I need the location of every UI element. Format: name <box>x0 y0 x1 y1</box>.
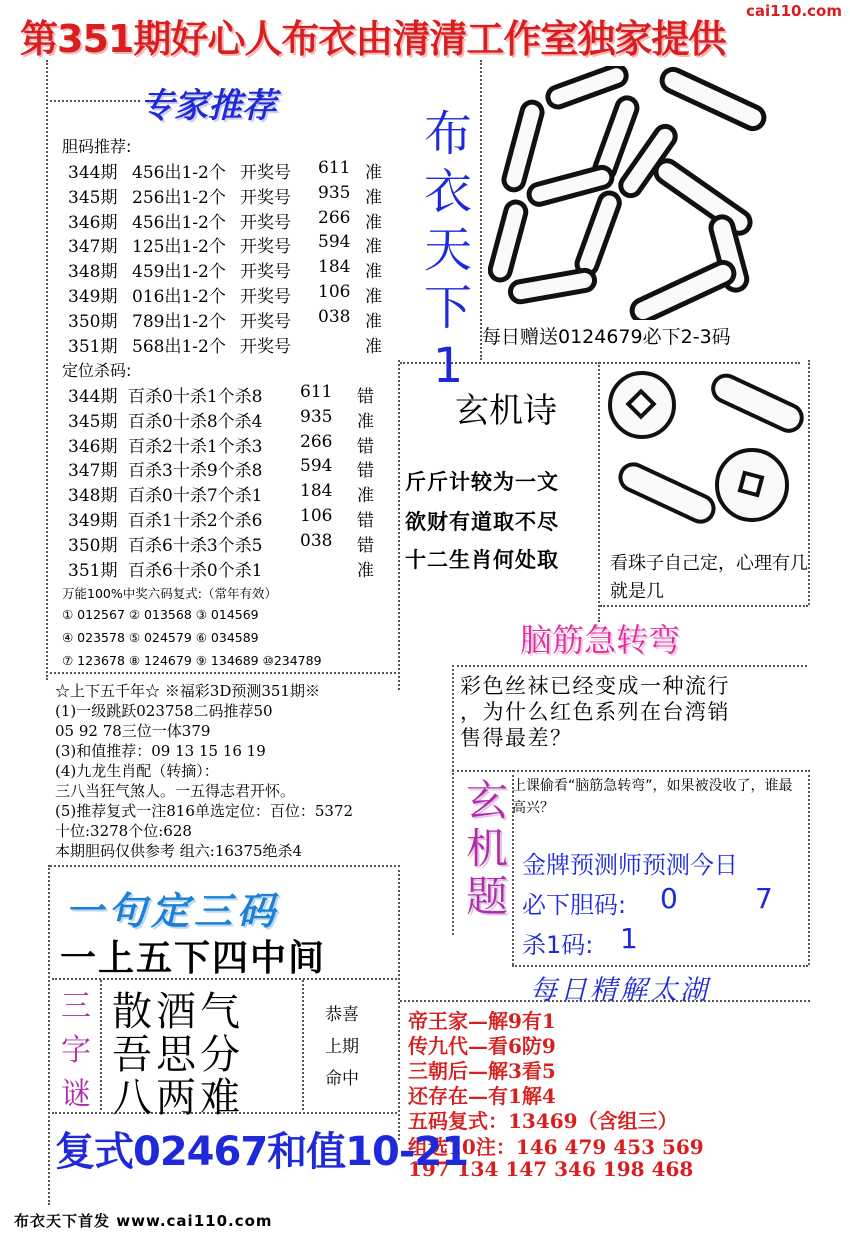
classroom-riddle: 上课偷看“脑筋急转弯”，如果被没收了，谁最高兴？ <box>512 778 793 816</box>
dan-row <box>0 257 400 281</box>
dan-cell-draw: 594 <box>318 232 351 253</box>
divider <box>808 770 810 965</box>
dan-cell-pick: 459出1-2个 <box>132 262 226 283</box>
taihu-line: 五码复式：13469（含组三） <box>408 1109 678 1133</box>
kill-row <box>0 456 400 480</box>
daily-gift: 每日赠送0124679必下2-3码 <box>482 326 731 348</box>
riddle-line: 散酒气 <box>112 989 244 1035</box>
kill-cell-period: 347期 <box>68 461 118 482</box>
three-char-riddle-label <box>56 985 96 1117</box>
dan-row <box>0 332 400 356</box>
kill-cell-pick: 百杀2十杀1个杀3 <box>128 436 263 457</box>
dan-row <box>0 183 400 207</box>
dan-cell-pick: 568出1-2个 <box>132 336 226 357</box>
kill-cell-pick: 百杀0十杀1个杀8 <box>128 387 263 407</box>
dan-cell-period: 347期 <box>68 237 118 258</box>
buyi-char: 天 <box>423 222 472 278</box>
divider <box>50 865 400 867</box>
divider <box>512 965 808 967</box>
page-title: 第351期好心人布衣由清清工作室独家提供 <box>20 17 726 61</box>
kill-row <box>0 506 400 530</box>
dan-cell-draw: 266 <box>318 207 351 228</box>
riddle-question-line: 彩色丝袜已经变成一种流行 <box>460 674 730 698</box>
dan-cell-draw-label: 开奖号 <box>240 187 291 208</box>
kill-cell-period: 346期 <box>68 436 118 457</box>
dan-cell-draw-label: 开奖号 <box>240 336 291 357</box>
taihu-line: 组选10注：146 479 453 569 <box>408 1135 704 1159</box>
three-char-char: 谜 <box>61 1077 91 1112</box>
kill-cell-draw: 611 <box>300 382 333 402</box>
history-line: (5)推荐复式一注816单选定位：百位：5372 <box>55 802 354 820</box>
dan-code-a: 0 <box>660 882 678 915</box>
kill-cell-draw: 935 <box>300 406 333 427</box>
universal-label: 万能100%中奖六码复式:（常年有效） <box>62 586 277 601</box>
dan-code-b: 7 <box>755 882 773 915</box>
riddle-line: 吾思分 <box>112 1032 244 1078</box>
dan-cell-pick: 456出1-2个 <box>132 163 226 183</box>
kill-cell-period: 344期 <box>68 387 118 407</box>
dan-cell-draw: 935 <box>318 182 351 203</box>
dan-row <box>0 307 400 331</box>
kill-cell-draw: 038 <box>300 530 333 551</box>
divider <box>50 672 400 674</box>
dan-cell-period: 349期 <box>68 287 118 307</box>
kill-cell-draw: 106 <box>300 506 333 526</box>
dan-cell-period: 344期 <box>68 163 118 183</box>
dan-cell-draw: 106 <box>318 282 351 302</box>
dan-cell-result: 准 <box>365 187 382 208</box>
dan-cell-draw: 038 <box>318 306 351 327</box>
kill-cell-pick: 百杀0十杀8个杀4 <box>128 411 263 432</box>
dan-cell-pick: 456出1-2个 <box>132 212 226 233</box>
kill-row <box>0 432 400 456</box>
taihu-line: 还存在—有1解4 <box>408 1084 556 1108</box>
dan-row <box>0 282 400 306</box>
taihu-line: 三朝后—解3看5 <box>408 1059 556 1083</box>
buyi-char: 1 <box>432 338 464 394</box>
kill-code-value: 1 <box>620 922 638 955</box>
dan-cell-draw-label: 开奖号 <box>240 212 291 233</box>
dan-cell-result: 准 <box>365 163 382 183</box>
sentence-title: 一句定三码 <box>65 889 281 933</box>
kill-cell-result: 错 <box>357 461 374 482</box>
dan-cell-result: 准 <box>365 336 382 357</box>
kill-cell-period: 351期 <box>68 560 118 581</box>
kill-cell-pick: 百杀6十杀0个杀1 <box>128 560 263 581</box>
footer: 布衣天下首发 www.cai110.com <box>14 1212 273 1230</box>
history-line: (4)九龙生肖配（转摘）： <box>55 762 219 780</box>
grain-digits-picture <box>488 66 804 320</box>
dan-cell-period: 351期 <box>68 336 118 357</box>
universal-row: ④ 023578 ⑤ 024579 ⑥ 034589 <box>62 630 259 645</box>
taihu-title: 每日精解太湖 <box>530 975 710 1006</box>
poem-line: 斤斤计较为一文 <box>405 470 559 494</box>
dan-cell-draw-label: 开奖号 <box>240 163 291 183</box>
divider <box>452 665 807 667</box>
dan-cell-draw-label: 开奖号 <box>240 262 291 283</box>
buyi-vertical-title <box>418 105 478 395</box>
dan-row <box>0 158 400 182</box>
three-char-char: 三 <box>61 989 91 1024</box>
kill-cell-period: 345期 <box>68 411 118 432</box>
kill-cell-draw: 594 <box>300 456 333 477</box>
dan-cell-pick: 016出1-2个 <box>132 287 226 307</box>
universal-row: ① 012567 ② 013568 ③ 014569 <box>62 607 259 622</box>
kill-cell-result: 错 <box>357 511 374 531</box>
dan-label: 胆码推荐: <box>62 137 132 156</box>
history-line: (3)和值推荐：09 13 15 16 19 <box>55 742 266 760</box>
kill-cell-result: 错 <box>357 387 374 407</box>
kill-cell-pick: 百杀6十杀3个杀5 <box>128 535 263 556</box>
kill-cell-period: 350期 <box>68 535 118 556</box>
kill-row <box>0 407 400 431</box>
dan-cell-draw-label: 开奖号 <box>240 237 291 258</box>
congrats-line: 恭喜 <box>325 1005 359 1025</box>
divider <box>480 60 482 360</box>
divider <box>50 100 140 102</box>
dan-cell-pick: 125出1-2个 <box>132 237 226 258</box>
poem-title: 玄机诗 <box>455 391 557 431</box>
dan-row <box>0 232 400 256</box>
kill-cell-draw: 184 <box>300 481 333 502</box>
three-char-char: 字 <box>61 1033 91 1068</box>
poem-line: 十二生肖何处取 <box>405 548 559 572</box>
poem-line: 欲财有道取不尽 <box>405 510 559 534</box>
congrats-line: 命中 <box>325 1069 359 1089</box>
buyi-char: 下 <box>423 280 472 336</box>
kill-label: 定位杀码: <box>62 361 132 380</box>
dan-cell-pick: 256出1-2个 <box>132 187 226 208</box>
universal-row: ⑦ 123678 ⑧ 124679 ⑨ 134689 ⑩234789 <box>62 653 322 668</box>
kill-cell-result: 错 <box>357 436 374 457</box>
dan-code-label: 必下胆码: <box>522 891 627 919</box>
coins-and-beads-picture <box>602 365 807 535</box>
riddle-question-line: ，为什么红色系列在台湾销 <box>460 700 730 724</box>
divider <box>48 865 50 1205</box>
riddle-question-line: 售得最差？ <box>460 726 573 750</box>
xuanji-char: 玄机题 <box>460 778 509 922</box>
divider <box>452 770 807 772</box>
taihu-line: 帝王家—解9有1 <box>408 1009 556 1033</box>
dan-cell-result: 准 <box>365 237 382 258</box>
kill-cell-pick: 百杀1十杀2个杀6 <box>128 511 263 531</box>
kill-cell-result: 准 <box>357 560 374 581</box>
history-line: 05 92 78三位一体379 <box>55 722 211 740</box>
dan-cell-result: 准 <box>365 262 382 283</box>
kill-cell-period: 348期 <box>68 486 118 507</box>
history-line: 本期胆码仅供参考 组六:16375绝杀4 <box>55 842 303 860</box>
kill-code-label: 杀1码: <box>522 931 594 959</box>
combo-line: 复式02467和值10-21 <box>55 1129 469 1175</box>
dan-cell-period: 350期 <box>68 311 118 332</box>
history-line: 三八当狂气煞人。一五得志君开怀。 <box>55 782 296 800</box>
poem-hint: 看珠子自己定，心理有几就是几 <box>610 553 808 602</box>
history-line: (1)一级跳跃023758二码推荐50 <box>55 702 273 720</box>
updown-line: 一上五下四中间 <box>60 938 327 979</box>
divider <box>398 870 400 1140</box>
kill-row <box>0 481 400 505</box>
buyi-char: 衣 <box>423 164 472 220</box>
dan-row <box>0 208 400 232</box>
dan-cell-result: 准 <box>365 311 382 332</box>
xuanji-title <box>455 778 513 922</box>
dan-cell-result: 准 <box>365 212 382 233</box>
kill-row <box>0 382 400 406</box>
riddle-line: 八两难 <box>112 1075 244 1121</box>
dan-cell-pick: 789出1-2个 <box>132 311 226 332</box>
gold-title: 金牌预测师预测今日 <box>522 851 738 879</box>
divider <box>452 665 454 935</box>
kill-row <box>0 556 400 580</box>
kill-cell-pick: 百杀3十杀9个杀8 <box>128 461 263 482</box>
kill-cell-draw: 266 <box>300 431 333 452</box>
dan-cell-draw-label: 开奖号 <box>240 311 291 332</box>
dan-cell-period: 348期 <box>68 262 118 283</box>
dan-cell-period: 346期 <box>68 212 118 233</box>
history-line: ☆上下五千年☆ ※福彩3D预测351期※ <box>55 682 320 700</box>
divider <box>302 980 304 1110</box>
expert-title: 专家推荐 <box>140 86 276 126</box>
taihu-line: 传九代—看6防9 <box>408 1034 556 1058</box>
kill-cell-result: 错 <box>357 535 374 556</box>
dan-cell-draw: 184 <box>318 257 351 278</box>
dan-cell-period: 345期 <box>68 187 118 208</box>
kill-cell-result: 准 <box>357 486 374 507</box>
congrats-line: 上期 <box>325 1037 359 1057</box>
kill-cell-pick: 百杀0十杀7个杀1 <box>128 486 263 507</box>
taihu-line: 197 134 147 346 198 468 <box>408 1157 694 1181</box>
divider <box>598 362 600 622</box>
kill-cell-result: 准 <box>357 411 374 432</box>
history-line: 十位:3278个位:628 <box>55 822 192 840</box>
dan-cell-draw-label: 开奖号 <box>240 287 291 307</box>
divider <box>46 60 48 680</box>
divider <box>100 980 102 1110</box>
kill-row <box>0 531 400 555</box>
riddle-title: 脑筋急转弯 <box>520 621 681 659</box>
buyi-char: 布 <box>423 106 472 162</box>
dan-cell-result: 准 <box>365 287 382 307</box>
dan-cell-draw: 611 <box>318 158 351 178</box>
kill-cell-period: 349期 <box>68 511 118 531</box>
site-url[interactable]: cai110.com <box>746 2 842 20</box>
